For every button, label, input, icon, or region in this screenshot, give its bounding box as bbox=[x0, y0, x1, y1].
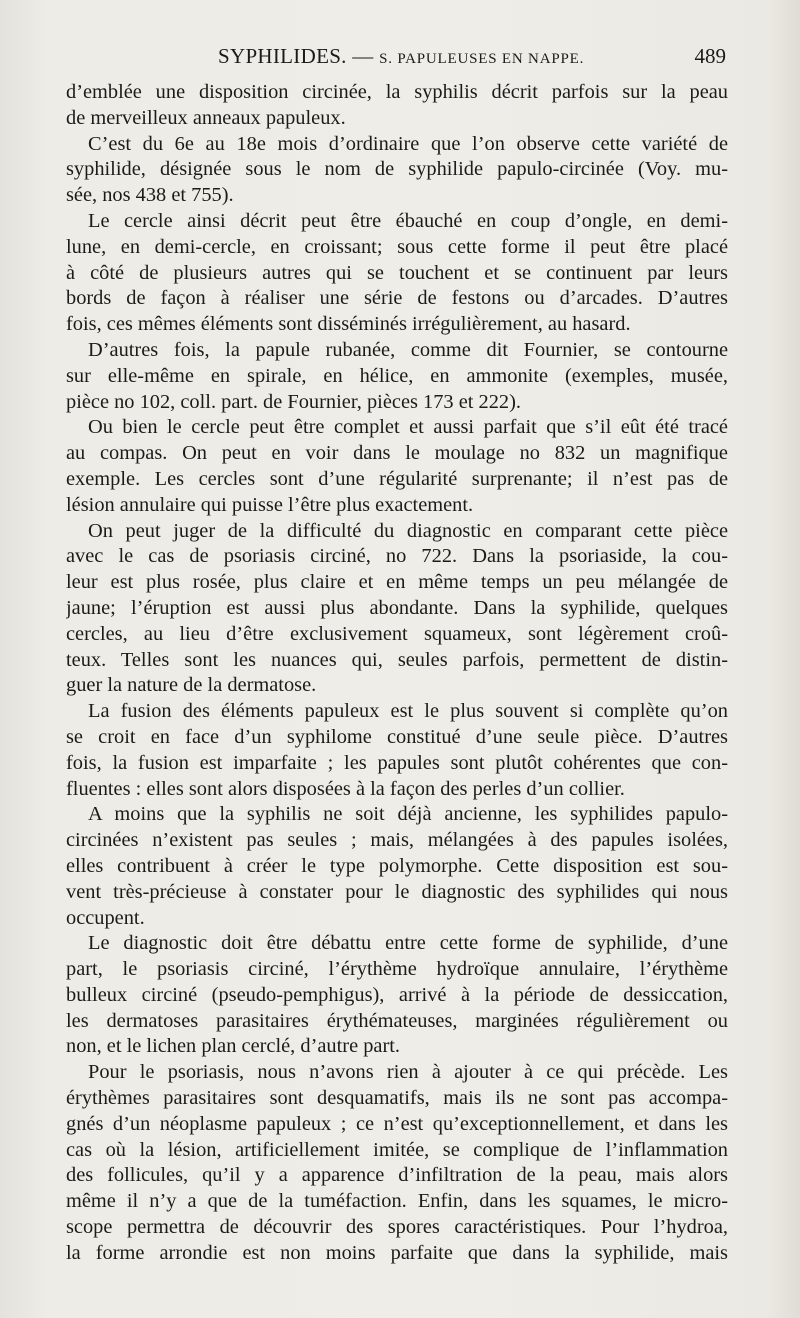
text-line: lune, en demi-cercle, en croissant; sous cette forme il peut être placé bbox=[66, 235, 728, 258]
text-line: guer la nature de la dermatose. bbox=[66, 674, 317, 697]
page-header bbox=[66, 44, 728, 76]
text-line: scope permettra de découvrir des spores caractéristiques. Pour l’hydroa, bbox=[66, 1216, 728, 1239]
text-line: gnés d’un néoplasme papuleux ; ce n’est qu’exceptionnellement, et dans les bbox=[66, 1112, 728, 1135]
text-line: Ou bien le cercle peut être complet et aussi parfait que s’il eût été tracé bbox=[88, 416, 728, 439]
text-line: pièce no 102, coll. part. de Fournier, pièces 173 et 222). bbox=[66, 390, 522, 413]
text-line: la forme arrondie est non moins parfaite que dans la syphilide, mais bbox=[66, 1241, 728, 1264]
text-line: jaune; l’éruption est aussi plus abondante. Dans la syphilide, quelques bbox=[66, 596, 728, 619]
text-line: circinées n’existent pas seules ; mais, mélangées à des papules isolées, bbox=[66, 829, 728, 852]
text-line: D’autres fois, la papule rubanée, comme dit Fournier, se contourne bbox=[88, 338, 728, 361]
text-line: Pour le psoriasis, nous n’avons rien à ajouter à ce qui précède. Les bbox=[88, 1061, 728, 1084]
text-line: La fusion des éléments papuleux est le plus souvent si complète qu’on bbox=[88, 700, 728, 723]
text-line: les dermatoses parasitaires érythémateuses, marginées régulièrement ou bbox=[66, 1009, 728, 1032]
text-line: avec le cas de psoriasis circiné, no 722. Dans la psoriaside, la cou- bbox=[66, 545, 728, 568]
text-line: lésion annulaire qui puisse l’être plus exactement. bbox=[66, 493, 474, 516]
text-line: fluentes : elles sont alors disposées à la façon des perles d’un collier. bbox=[66, 777, 625, 800]
text-line: teux. Telles sont les nuances qui, seules parfois, permettent de distin- bbox=[66, 648, 728, 671]
text-line: fois, la fusion est imparfaite ; les papules sont plutôt cohérentes que con- bbox=[66, 751, 728, 774]
text-line: fois, ces mêmes éléments sont disséminés irrégulièrement, au hasard. bbox=[66, 313, 631, 336]
text-line: de merveilleux anneaux papuleux. bbox=[66, 106, 346, 129]
text-line: même il n’y a que de la tuméfaction. Enfin, dans les squames, le micro- bbox=[66, 1190, 728, 1213]
text-line: à côté de plusieurs autres qui se touchent et se continuent par leurs bbox=[66, 261, 728, 284]
text-line: érythèmes parasitaires sont desquamatifs, mais ils ne sont pas accompa- bbox=[66, 1087, 728, 1110]
text-line: On peut juger de la difficulté du diagnostic en comparant cette pièce bbox=[88, 519, 728, 542]
text-line: C’est du 6e au 18e mois d’ordinaire que l’on observe cette variété de bbox=[88, 132, 728, 155]
text-line: Le diagnostic doit être débattu entre cette forme de syphilide, d’une bbox=[88, 932, 728, 955]
running-title-sub: S. PAPULEUSES EN NAPPE. bbox=[379, 51, 585, 67]
body-text bbox=[66, 80, 728, 1267]
text-line: sur elle-même en spirale, en hélice, en ammonite (exemples, musée, bbox=[66, 364, 728, 387]
text-line: sée, nos 438 et 755). bbox=[66, 184, 234, 207]
text-line: occupent. bbox=[66, 906, 145, 929]
text-line: cercles, au lieu d’être exclusivement squameux, sont légèrement croû- bbox=[66, 622, 728, 645]
text-line: bulleux circiné (pseudo-pemphigus), arrivé à la période de dessiccation, bbox=[66, 983, 728, 1006]
text-line: cas où la lésion, artificiellement imitée, se complique de l’inflammation bbox=[66, 1138, 728, 1161]
text-line: bords de façon à réaliser une série de festons ou d’arcades. D’autres bbox=[66, 287, 728, 310]
text-line: des follicules, qu’il y a apparence d’infiltration de la peau, mais alors bbox=[66, 1164, 728, 1187]
running-title bbox=[218, 44, 584, 69]
text-line: au compas. On peut en voir dans le moulage no 832 un magnifique bbox=[66, 442, 728, 465]
text-line: leur est plus rosée, plus claire et en même temps un peu mélangée de bbox=[66, 571, 728, 594]
running-title-main: SYPHILIDES. — bbox=[218, 44, 374, 68]
text-line: se croit en face d’un syphilome constitué d’une seule pièce. D’autres bbox=[66, 725, 728, 748]
text-line: A moins que la syphilis ne soit déjà ancienne, les syphilides papulo- bbox=[88, 803, 728, 826]
page-number: 489 bbox=[694, 44, 726, 68]
text-line: vent très-précieuse à constater pour le diagnostic des syphilides qui nous bbox=[66, 880, 728, 903]
text-line: d’emblée une disposition circinée, la syphilis décrit parfois sur la peau bbox=[66, 81, 728, 103]
text-line: part, le psoriasis circiné, l’érythème hydroïque annulaire, l’érythème bbox=[66, 958, 728, 981]
text-line: exemple. Les cercles sont d’une régularité surprenante; il n’est pas de bbox=[66, 467, 728, 490]
text-line: syphilide, désignée sous le nom de syphilide papulo-circinée (Voy. mu- bbox=[66, 158, 728, 181]
text-line: non, et le lichen plan cerclé, d’autre part. bbox=[66, 1035, 401, 1058]
text-line: Le cercle ainsi décrit peut être ébauché en coup d’ongle, en demi- bbox=[88, 209, 728, 232]
text-line: elles contribuent à créer le type polymorphe. Cette disposition est sou- bbox=[66, 854, 728, 877]
